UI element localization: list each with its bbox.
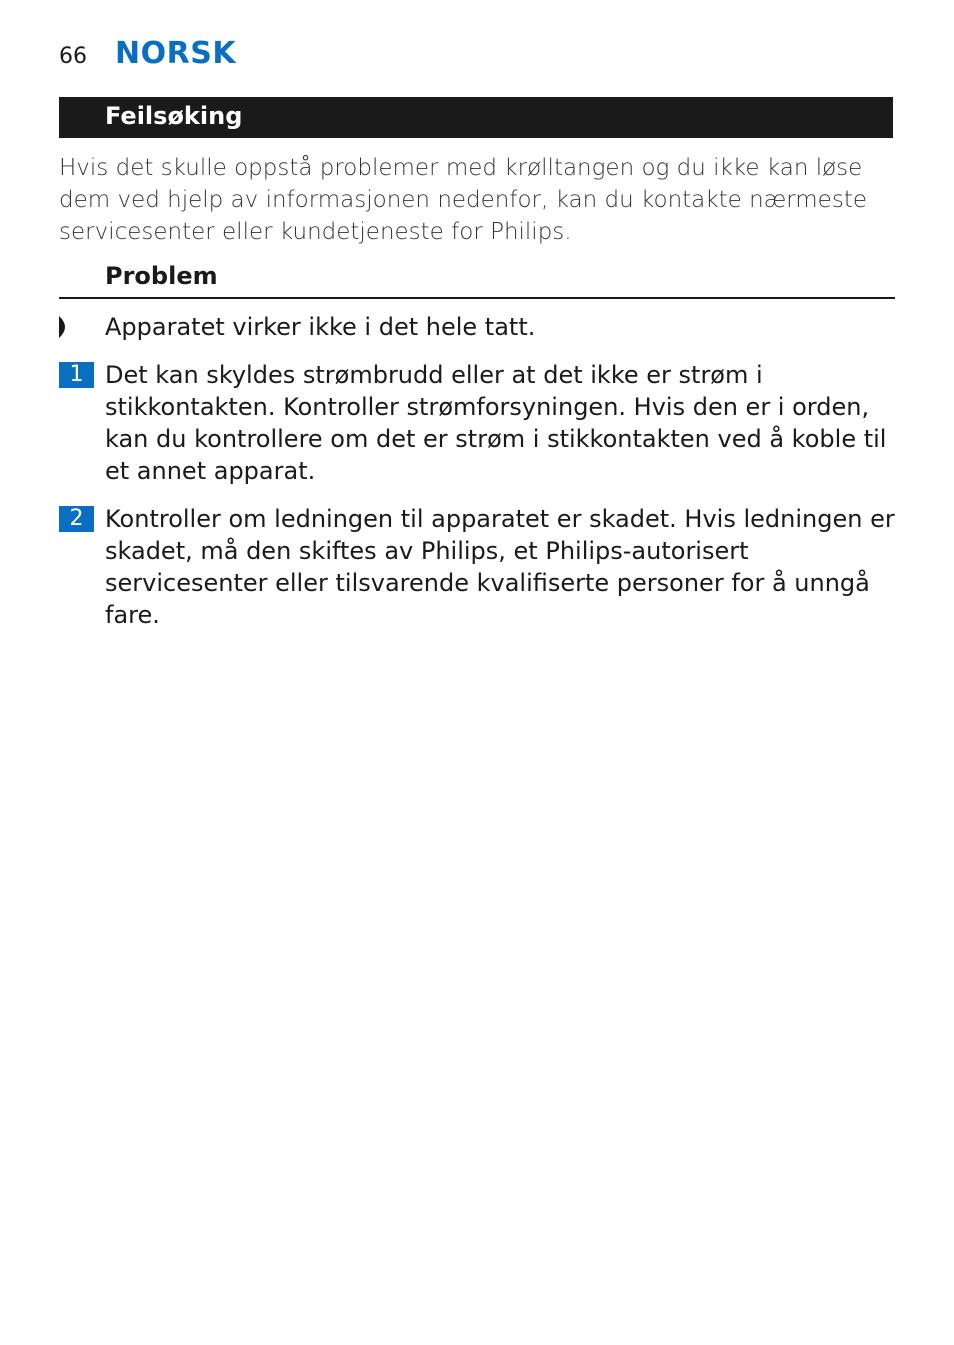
- section-title: Feilsøking: [105, 102, 243, 130]
- header-divider: [59, 297, 895, 299]
- language-title: NORSK: [115, 36, 237, 71]
- problem-text: Apparatet virker ikke i det hele tatt.: [105, 313, 536, 341]
- step-text: Kontroller om ledningen til apparatet er skadet. Hvis ledningen er skadet, må den skiftes av Philips, et Philips-autorisert servicesenter eller tilsvarende kvalifiserte personer for å unngå fare.: [105, 505, 895, 629]
- step-number-badge: 2: [59, 506, 94, 532]
- step-number-badge: 1: [59, 362, 94, 388]
- step-text: Det kan skyldes strømbrudd eller at det ikke er strøm i stikkontakten. Kontroller strømforsyningen. Hvis den er i orden, kan du kontrollere om det er strøm i stikkontakten ved å koble til et annet apparat.: [105, 361, 887, 485]
- section-bar: [59, 97, 893, 138]
- page-header: [59, 36, 236, 72]
- intro-paragraph: Hvis det skulle oppstå problemer med krølltangen og du ikke kan løse dem ved hjelp av informasjonen nedenfor, kan du kontakte nærmeste servicesenter eller kundetjeneste for Philips.: [59, 155, 867, 245]
- triangle-bullet-icon: [59, 316, 71, 338]
- page-number: 66: [59, 44, 87, 69]
- problem-column-header: Problem: [105, 262, 218, 290]
